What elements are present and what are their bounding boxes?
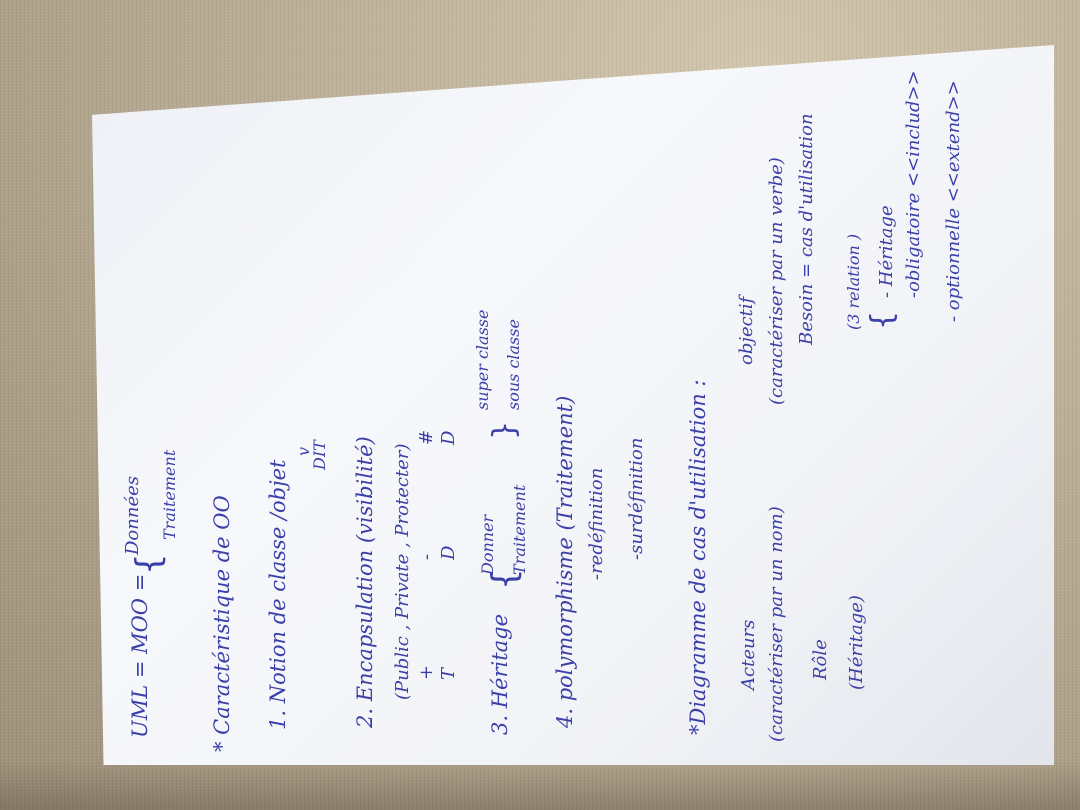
- note-item4-redefinition: -redéfinition: [586, 467, 607, 580]
- note-item2-hash: #: [416, 429, 437, 445]
- note-item2-minus: -: [416, 553, 437, 560]
- note-item1-notion: 1. Notion de classe /objet: [266, 459, 290, 730]
- note-caracteristique-heading: * Caractéristique de OO: [210, 495, 234, 752]
- note-uml-title: UML = MOO =: [128, 573, 152, 738]
- note-item2-t: T: [438, 667, 459, 680]
- note-acteurs: Acteurs: [738, 619, 759, 690]
- note-item2-visibility-list: (Public , Private , Protecter): [392, 443, 413, 700]
- note-rel-optionnelle: - optionnelle <<extend>>: [943, 80, 964, 322]
- note-role: Rôle: [810, 639, 831, 680]
- note-objectif: objectif: [736, 296, 757, 365]
- note-item3-sous: sous classe: [504, 319, 523, 410]
- brace-icon: {: [485, 568, 525, 590]
- brace-icon: {: [129, 553, 169, 575]
- note-item3-super: super classe: [473, 309, 492, 410]
- note-acteurs-caracteriser: (caractériser par un nom): [766, 506, 787, 742]
- note-item3-heritage: 3. Héritage: [488, 613, 512, 735]
- note-item1-dit: DIT: [310, 440, 329, 470]
- note-uml-donnees: Données: [122, 476, 143, 555]
- note-item1-v: v: [294, 446, 313, 456]
- note-item2-plus: +: [416, 664, 437, 680]
- note-heritage-paren: (Héritage): [846, 595, 867, 690]
- desk-shadow: [0, 760, 1080, 810]
- note-relation: (3 relation ): [844, 233, 863, 330]
- note-objectif-caracteriser: (caractériser par un verbe): [766, 157, 787, 405]
- note-uml-traitement: Traitement: [160, 449, 179, 540]
- note-item4-polymorphisme: 4. polymorphisme (Traitement): [553, 395, 577, 728]
- note-item2-d: D: [438, 545, 459, 560]
- note-item2-encapsulation: 2. Encapsulation (visibilité): [353, 436, 377, 728]
- note-item3-donner: Donner: [478, 514, 497, 575]
- note-rel-heritage: - Héritage: [876, 205, 897, 298]
- note-diagramme-heading: *Diagramme de cas d'utilisation :: [686, 379, 710, 735]
- brace-icon: {: [865, 310, 900, 330]
- brace-icon: }: [487, 420, 522, 440]
- note-item4-surdefinition: -surdéfinition: [626, 437, 647, 560]
- note-rel-obligatoire: -obligatoire <<includ>>: [903, 70, 924, 298]
- note-item2-d2: D: [438, 430, 459, 445]
- note-item3-traitement: Traitement: [510, 484, 529, 575]
- note-besoin: Besoin = cas d'utilisation: [796, 113, 817, 345]
